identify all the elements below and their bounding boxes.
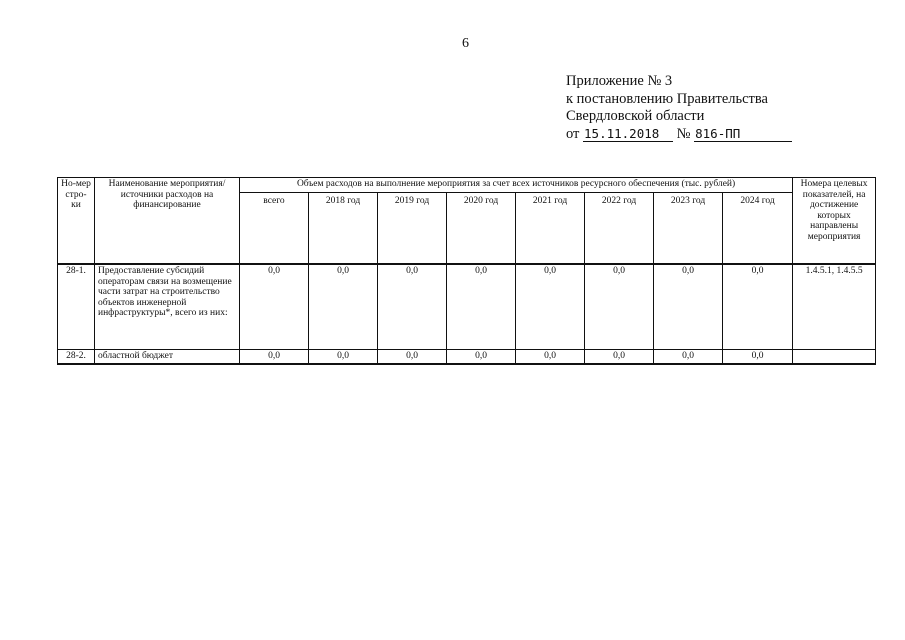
- value-2023: 0,0: [654, 350, 723, 365]
- header-year-2018: 2018 год: [309, 193, 378, 265]
- value-2021: 0,0: [516, 350, 585, 365]
- value-2023: 0,0: [654, 264, 723, 350]
- table-row: [58, 264, 876, 350]
- value-2018: 0,0: [309, 350, 378, 365]
- value-2024: 0,0: [723, 350, 793, 365]
- row-targets: 1.4.5.1, 1.4.5.5: [793, 264, 876, 350]
- header-targets: Номера целевых показателей, на достижение которых направлены мероприятия: [793, 178, 876, 265]
- row-targets: [793, 350, 876, 365]
- resolution-date: 15.11.2018: [583, 127, 673, 142]
- row-name: Предоставление субсидий операторам связи на возмещение части затрат на строительство объектов инженерной инфраструктуры*, всего из них:: [95, 264, 240, 350]
- header-year-2023: 2023 год: [654, 193, 723, 265]
- value-2020: 0,0: [447, 264, 516, 350]
- row-number: 28-1.: [58, 264, 95, 350]
- row-name: областной бюджет: [95, 350, 240, 365]
- table-row: [58, 350, 876, 365]
- value-2022: 0,0: [585, 264, 654, 350]
- page-number: 6: [462, 36, 469, 51]
- appendix-region: Свердловской области: [566, 108, 705, 124]
- appendix-resolution-ref: к постановлению Правительства: [566, 90, 768, 107]
- number-prefix: №: [676, 125, 691, 142]
- header-name: Наименование мероприятия/ источники расходов на финансирование: [95, 178, 240, 265]
- header-year-2019: 2019 год: [378, 193, 447, 265]
- value-2020: 0,0: [447, 350, 516, 365]
- value-2021: 0,0: [516, 264, 585, 350]
- value-2018: 0,0: [309, 264, 378, 350]
- header-year-2024: 2024 год: [723, 193, 793, 265]
- header-row-number: Но-мер стро-ки: [58, 178, 95, 265]
- value-2024: 0,0: [723, 264, 793, 350]
- row-number: 28-2.: [58, 350, 95, 365]
- date-prefix: от: [566, 125, 580, 142]
- value-2019: 0,0: [378, 264, 447, 350]
- value-total: 0,0: [240, 264, 309, 350]
- value-2019: 0,0: [378, 350, 447, 365]
- appendix-title: Приложение № 3: [566, 73, 673, 89]
- header-row: [58, 178, 876, 193]
- header-year-2021: 2021 год: [516, 193, 585, 265]
- appendix-date-line: [566, 126, 792, 144]
- budget-table: [57, 177, 876, 365]
- value-2022: 0,0: [585, 350, 654, 365]
- header-volume: Объем расходов на выполнение мероприятия за счет всех источников ресурсного обеспечения (тыс. рублей): [240, 178, 793, 193]
- appendix-header: [566, 73, 792, 143]
- resolution-number: 816-ПП: [694, 127, 792, 142]
- header-year-2020: 2020 год: [447, 193, 516, 265]
- header-year-2022: 2022 год: [585, 193, 654, 265]
- value-total: 0,0: [240, 350, 309, 365]
- header-year-total: всего: [240, 193, 309, 265]
